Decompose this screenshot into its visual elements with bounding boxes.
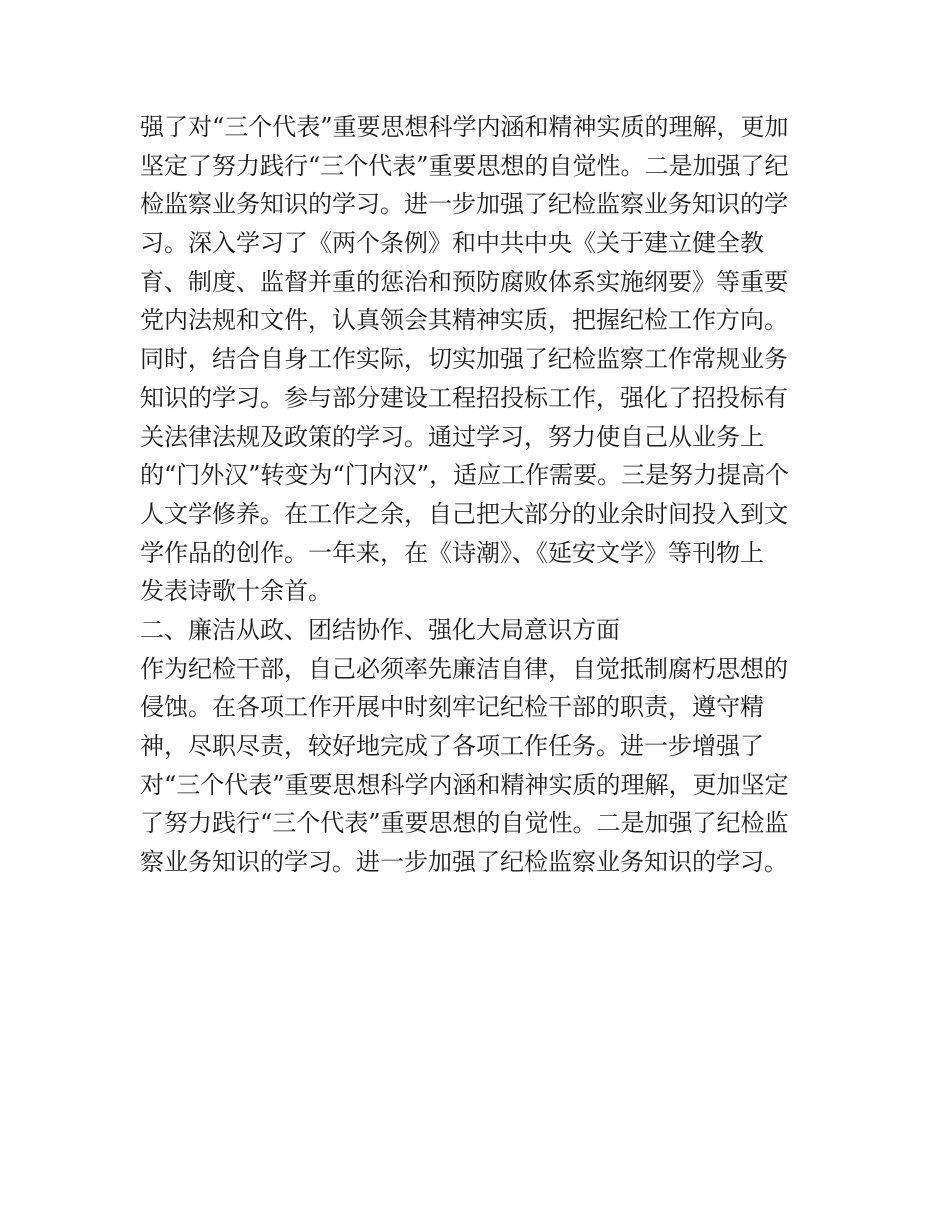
text-line-12: 学作品的创作。一年来，在《诗潮》、《延安文学》等刊物上 [140, 538, 764, 567]
text-line-19: 了努力践行“三个代表”重要思想的自觉性。二是加强了纪检监 [140, 809, 789, 838]
document-body [140, 108, 820, 882]
text-line-18: 对“三个代表”重要思想科学内涵和精神实质的理解，更加坚定 [140, 770, 789, 799]
text-line-3: 检监察业务知识的学习。进一步加强了纪检监察业务知识的学 [140, 190, 788, 219]
text-line-13: 发表诗歌十余首。 [140, 577, 332, 606]
text-line-5: 育、制度、监督并重的惩治和预防腐败体系实施纲要》等重要 [140, 267, 788, 296]
text-line-7: 同时，结合自身工作实际，切实加强了纪检监察工作常规业务 [140, 345, 788, 374]
text-line-17: 神，尽职尽责，较好地完成了各项工作任务。进一步增强了 [140, 732, 764, 760]
text-line-2: 坚定了努力践行“三个代表”重要思想的自觉性。二是加强了纪 [140, 151, 789, 180]
text-line-1: 强了对“三个代表”重要思想科学内涵和精神实质的理解，更加 [140, 113, 789, 141]
text-line-4: 习。深入学习了《两个条例》和中共中央《关于建立健全教 [140, 229, 764, 258]
text-line-20: 察业务知识的学习。进一步加强了纪检监察业务知识的学习。 [140, 848, 788, 877]
text-line-8: 知识的学习。参与部分建设工程招投标工作，强化了招投标有 [140, 383, 788, 412]
text-line-10: 的“门外汉”转变为“门内汉”，适应工作需要。三是努力提高个 [140, 461, 790, 490]
text-line-16: 侵蚀。在各项工作开展中时刻牢记纪检干部的职责，遵守精 [140, 693, 764, 722]
text-line-11: 人文学修养。在工作之余，自己把大部分的业余时间投入到文 [140, 499, 788, 528]
text-line-6: 党内法规和文件，认真领会其精神实质，把握纪检工作方向。 [140, 306, 788, 335]
section-heading: 二、廉洁从政、团结协作、强化大局意识方面 [140, 615, 620, 644]
text-line-15: 作为纪检干部，自己必须率先廉洁自律，自觉抵制腐朽思想的 [140, 654, 788, 683]
text-line-9: 关法律法规及政策的学习。通过学习，努力使自己从业务上 [140, 422, 764, 451]
